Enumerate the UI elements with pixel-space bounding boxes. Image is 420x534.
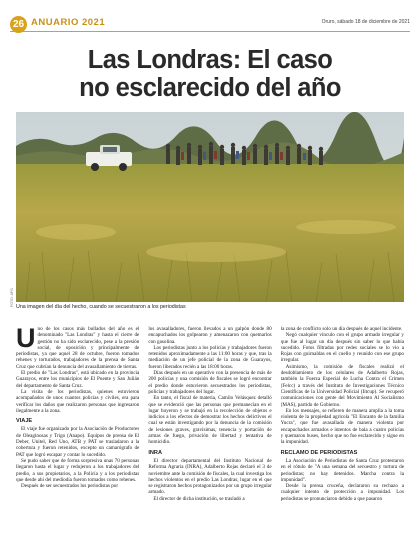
page-header	[0, 0, 420, 34]
header-rule	[10, 31, 410, 32]
headline-line-1: Las Londras: El caso	[87, 46, 333, 74]
photo-credit: FOTO: APG	[10, 288, 14, 307]
subheading-reclamo: RECLAMO DE PERIODISTAS	[280, 449, 358, 456]
paragraph: El viaje fue organizado por la Asociación de Productores de Oleaginosas y Trigo (Anapo). Equipos de prensa de El Deber, Unitel, Red Uno, ATB y PAT se trasladaron a la cobertura y fueron retenidos, excepto un camarógrafo de PAT que logró escapar y contar lo sucedido.	[16, 426, 140, 458]
paragraph: En los mensajes, se refieren de manera amplia a la toma violenta de la propiedad agrícola "El Encanto de la familia Yucra", que fue avasallada de manera violenta por encapuchados armados e intentos de bala a cuatro policías y quemaron buses, hecho que no fue esclarecido y sigue en la impunidad.	[280, 407, 404, 446]
paragraph: La Asociación de Periodistas de Santa Cruz protestaron en el rótulo de "A una semana del secuestro y tortura de periodistas; no hay detenidos. Marcha contra la impunidad".	[280, 457, 404, 483]
paragraph: El director departamental del Instituto Nacional de Reforma Agraria (INRA), Adalberto Rojas declaró el 3 de noviembre ante la comisión de fiscales, la cual investiga los hechos violentos en el predio Las Londras, lugar en el que se registraron hechos protagonizados por un grupo irregular armado.	[148, 457, 272, 496]
subheading-inra: INRA	[148, 449, 163, 456]
paragraph: la zona de conflicto solo un día después de aquel incidente.	[280, 326, 403, 332]
page-number-badge: 26	[10, 16, 27, 33]
paragraph: los avasalladores, fueron llevados a un galpón donde 80 encapuchados los golpearon y amenazaron con quemarlos con gasolina.	[148, 326, 272, 345]
paragraph: Se pudo saber que de forma sorpresiva unas 70 personas llegaron hasta el lugar y redujeron a los trabajadores del predio, a sus propietarios, a la Policía y a los periodistas que desde ahí del mediodía fueron tomados como rehenes.	[16, 457, 140, 483]
paragraph: En tanto, el fiscal de materia, Camilo Velásquez detalló que se evidenció que las personas que permanecían en el lugar huyeron y se trabajó en la recolección de objetos e indicios a los efectos de demostrar los hechos delictivos el cual se están investigando por la denuncia de la comisión de lesiones graves, gravísimas, tenencia y portación de armas de fuego, privación de libertad y tentativa de homicidio.	[148, 395, 272, 446]
section-title: ANUARIO 2021	[31, 17, 106, 28]
article-body	[16, 326, 404, 530]
drop-cap: U	[16, 326, 36, 353]
article-column-2	[148, 326, 271, 530]
article-column-1	[16, 326, 139, 530]
dateline: Oruro, sábado 18 de diciembre de 2021	[321, 19, 410, 25]
subheading-viaje: VIAJE	[16, 418, 33, 425]
article-lead: no de los casos más bullados del año es el denominado "Las Londras" y hasta el cierre de gestión no ha sido esclarecido, pese a la presión social, de oposición y principalmente de periodistas, ya que aquel 28 de octubre, fueron tomados rehenes y torturados, trabajadores de la prensa de Santa Cruz que cubrían la denuncia del avasallamiento de tierras.	[16, 326, 140, 370]
paragraph: El director de dicha institución, se trasladó a	[153, 495, 245, 502]
paragraph: Negó cualquier vínculo con el grupo armado irregular y que fue al lugar un día después sin saber lo que había sucedido. Fotos filtradas por redes sociales se lo vio a Rojas con guirnaldas en el cuello y reunido con ese grupo irregular.	[280, 332, 404, 364]
photo-illustration	[16, 112, 404, 302]
photo-caption: Una imagen del día del hecho, cuando se secuestraron a los periodistas	[16, 304, 186, 310]
paragraph: Asimismo, la comisión de fiscales realizó el desdoblamiento de los celulares de Adalberto Rojas, también la Fuerza Especial de Lucha Contra el Crimen (Felcc) a través del Instituto de Investigaciones Técnico Científicas de la Universidad Policial (Iitcup). Se recuperó comunicaciones con gente del Movimiento Al Socialismo (MAS), partido de Gobierno.	[280, 363, 404, 408]
paragraph: Días después en un operativo con la presencia de más de 200 policías y una comisión de fiscales se logró encontrar el predio donde estuvieron secuestrados los periodistas, policías y trabajadores del lugar.	[148, 370, 272, 395]
paragraph: Desde la prensa cruceña, declararon su rechazo a cualquier intento de protección a impunidad. Los periodistas se pronunciaron debido a que pasaron	[280, 483, 404, 502]
article-photo	[16, 112, 404, 302]
headline-line-2: no esclarecido del año	[79, 74, 341, 102]
article-column-3	[281, 326, 404, 530]
paragraph: El predio de "Las Londras", está ubicado en la provincia Guarayos, entre los municipios de El Puente y San Julián del departamento de Santa Cruz.	[16, 370, 140, 389]
paragraph: Los periodistas junto a los policías y trabajadores fueron retenidos aproximadamente a las 11:00 horas y que, tras la mediación de un jefe policial de la zona de Guarayos, fueron liberados recién a las 18:00 horas.	[148, 344, 272, 370]
paragraph: Después de ser secuestrados los periodistas por	[21, 483, 119, 490]
article-headline	[20, 46, 400, 102]
paragraph: La visita de los periodistas, quienes estuvieron acompañados de unos cuantos policías y civiles, era para verificar los daños que realizaron personas que ingresaron ilegalmente a la zona.	[16, 388, 140, 414]
